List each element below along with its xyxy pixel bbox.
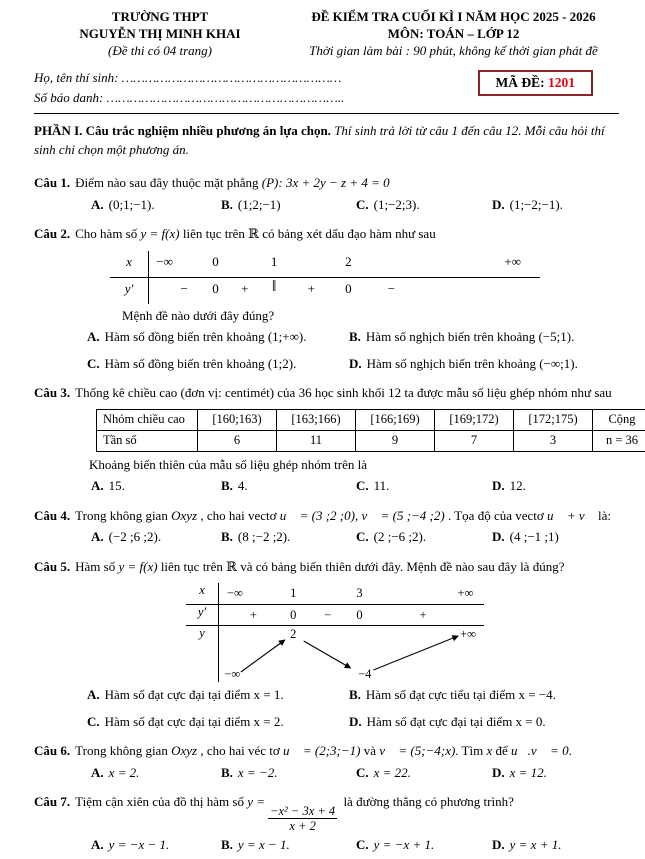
question-7-options [34,835,619,855]
option-text: x = 22. [374,765,411,780]
student-id-dots: …………………………………………………….. [107,90,345,105]
q7-option-b [221,835,356,855]
question-6-options [34,763,619,783]
question-1-options [34,195,619,215]
question-4-options [34,527,619,547]
student-name-label: Họ, tên thí sinh: [34,70,119,85]
y-row-label: y [186,626,219,682]
option-text: Hàm số đồng biến trên khoảng (1;+∞). [105,329,307,344]
option-text: y = −x + 1. [374,837,435,852]
option-letter: D. [349,714,362,729]
option-text: y = −x − 1. [109,837,170,852]
question-2-text-after: liên tục trên ℝ có bảng xét dấu đạo hàm như sau [180,226,436,241]
x-row-label: x [186,583,219,604]
exam-code-value: 1201 [548,75,575,90]
option-text: x = −2. [238,765,278,780]
sign-value: 0 [356,609,362,622]
question-3 [34,383,619,496]
question-5 [34,557,619,732]
q3-option-b [221,476,356,496]
q3-frequency-table [96,409,645,452]
table-cell: 11 [277,430,356,451]
option-letter: A. [91,529,104,544]
question-4-text: , cho hai vectơ [197,508,280,523]
q3-option-d [492,476,619,496]
sign-table-yprime-row [110,278,540,304]
question-6 [34,741,619,782]
option-text: Hàm số đạt cực đại tại điểm x = 1. [105,687,284,702]
fraction-denominator: x + 2 [268,819,337,833]
q3-option-a [91,476,221,496]
variation-y-row [186,626,484,682]
option-letter: B. [221,529,233,544]
fraction-numerator: −x² − 3x + 4 [268,804,337,819]
option-text: y = x − 1. [238,837,290,852]
yprime-row-label: y′ [110,278,149,304]
pages-note: (Đề thi có 04 trang) [34,42,286,59]
sign-value: 0 [290,609,296,622]
q1-option-d [492,195,619,215]
option-letter: A. [87,329,100,344]
q5-option-b [349,685,619,705]
table-cell: n = 36 [593,430,645,451]
question-4-text: . Tọa độ của vectơ [445,508,547,523]
x-value: 0 [212,255,219,268]
math-y-equals: y = [247,794,265,809]
exam-subject: MÔN: TOÁN – LỚP 12 [288,25,619,42]
q1-option-c [356,195,492,215]
y-value: +∞ [460,628,476,641]
y-value: −∞ [224,668,240,681]
question-1-label: Câu 1. [34,175,70,190]
question-2-formula: y = f(x) [141,226,180,241]
math-x: x [486,743,492,758]
x-value: 2 [345,255,352,268]
question-6-text: và [361,743,380,758]
school-name-line2: NGUYỄN THỊ MINH KHAI [34,25,286,42]
y-value: 2 [290,628,296,641]
question-6-text: , cho hai véc tơ [197,743,283,758]
table-cell: 3 [514,430,593,451]
table-cell: 9 [356,430,435,451]
option-letter: D. [492,197,505,212]
question-2-prompt: Mệnh đề nào dưới đây đúng? [34,306,619,326]
question-3-options [34,476,619,496]
option-letter: A. [91,765,104,780]
q7-option-a [91,835,221,855]
q2-option-d [349,354,619,374]
table-cell: Nhóm chiều cao [97,409,198,430]
option-letter: C. [356,478,369,493]
school-name-line1: TRƯỜNG THPT [34,8,286,25]
question-7 [34,792,619,855]
option-letter: B. [349,329,361,344]
x-value: +∞ [504,255,521,268]
x-value: +∞ [457,587,473,600]
yprime-row-cells [149,278,540,304]
option-letter: C. [356,197,369,212]
option-text: Hàm số nghịch biến trên khoảng (−5;1). [366,329,574,344]
question-2-options [34,327,619,373]
table-cell: 7 [435,430,514,451]
sign-value: + [308,282,315,295]
option-text: (8 ;−2 ;2). [238,529,290,544]
q2-option-b [349,327,619,347]
x-row-cells [219,583,484,604]
question-2-label: Câu 2. [34,226,70,241]
x-value: −∞ [227,587,243,600]
q4-option-c [356,527,492,547]
x-value: 1 [271,255,278,268]
double-bar: ‖ [272,279,277,295]
question-7-label: Câu 7. [34,794,70,809]
exam-code-box [478,70,594,96]
x-value: 3 [356,587,362,600]
part1-head [34,122,619,160]
q6-option-b [221,763,356,783]
table-cell: [163;166) [277,409,356,430]
q2-sign-table [110,251,540,304]
option-text: (1;2;−1) [238,197,281,212]
variation-x-row [186,583,484,605]
yprime-row-label: y′ [186,605,219,625]
question-3-text: Thống kê chiều cao (đơn vị: centimét) của 36 học sinh khối 12 ta được mẫu số liệu ghép nhóm như sau [75,385,612,400]
table-cell: [172;175) [514,409,593,430]
q4-option-d [492,527,619,547]
option-text: Hàm số đạt cực đại tại điểm x = 0. [367,714,546,729]
q1-option-b [221,195,356,215]
q5-option-d [349,712,619,732]
option-letter: A. [91,478,104,493]
question-4 [34,506,619,547]
q5-variation-table [186,583,484,682]
option-letter: D. [349,356,362,371]
sign-value: + [241,282,248,295]
math-oxyz: Oxyz [171,508,197,523]
exam-title: ĐỀ KIỂM TRA CUỐI KÌ I NĂM HỌC 2025 - 2026 [288,8,619,25]
student-fields [34,68,478,107]
y-value: −4 [358,668,371,681]
question-1 [34,173,619,214]
question-5-text-after: liên tục trên ℝ và có bảng biến thiên dưới đây. Mệnh đề nào sau đây là đúng? [158,559,565,574]
student-id-line [34,88,478,108]
q3-option-c [356,476,492,496]
sign-value: 0 [212,282,219,295]
question-5-options [34,685,619,731]
option-letter: B. [349,687,361,702]
math-vector-sum: u⃗ + v⃗ [547,508,595,523]
sign-value: + [250,609,257,622]
option-letter: C. [87,714,100,729]
x-row-cells [149,251,540,277]
q5-option-c [87,712,349,732]
question-6-text: để [492,743,511,758]
q1-option-a [91,195,221,215]
option-letter: B. [221,197,233,212]
option-letter: D. [492,765,505,780]
school-block [34,8,286,59]
sign-table-x-row [110,251,540,278]
header-divider [34,113,619,114]
option-text: (1;−2;3). [374,197,420,212]
exam-duration: Thời gian làm bài : 90 phút, không kể thời gian phát đề [288,42,619,59]
question-3-label: Câu 3. [34,385,70,400]
question-6-text: Trong không gian [75,743,171,758]
table-cell: Cộng [593,409,645,430]
option-letter: B. [221,478,233,493]
option-text: (2 ;−6 ;2). [374,529,426,544]
frequency-table-value-row [97,430,645,451]
math-vector-u: u⃗ = (2;3;−1) [283,743,360,758]
question-7-text: Tiệm cận xiên của đồ thị hàm số [75,794,247,809]
math-dot-product: u⃗.v⃗ = 0 [511,743,569,758]
question-5-formula: y = f(x) [118,559,157,574]
option-letter: A. [87,687,100,702]
sign-value: − [181,282,188,295]
option-text: Hàm số đạt cực đại tại điểm x = 2. [105,714,284,729]
q4-option-b [221,527,356,547]
option-text: Hàm số đồng biến trên khoảng (1;2). [105,356,297,371]
q5-option-a [87,685,349,705]
option-text: (1;−2;−1). [510,197,563,212]
q7-option-d [492,835,619,855]
table-cell: [169;172) [435,409,514,430]
option-text: 4. [238,478,248,493]
table-cell: Tần số [97,430,198,451]
q6-option-a [91,763,221,783]
option-text: Hàm số đạt cực tiểu tại điểm x = −4. [366,687,556,702]
math-vector-v: v⃗ = (5;−4;x) [379,743,455,758]
question-6-text: . [569,743,572,758]
option-letter: D. [492,529,505,544]
student-name-line [34,68,478,88]
sign-value: 0 [345,282,352,295]
question-6-label: Câu 6. [34,743,70,758]
question-3-prompt: Khoảng biến thiên của mẫu số liệu ghép nhóm trên là [34,455,619,475]
option-letter: A. [91,837,104,852]
sign-value: − [388,282,395,295]
question-7-text-after: là đường thẳng có phương trình? [340,794,514,809]
option-text: (4 ;−1 ;1) [510,529,559,544]
q6-option-c [356,763,492,783]
math-vectors: u⃗ = (3 ;2 ;0), v⃗ = (5 ;−4 ;2) [280,508,445,523]
option-text: x = 2. [109,765,140,780]
question-6-text: . Tìm [455,743,486,758]
part1-heading: PHẦN I. Câu trắc nghiệm nhiều phương án lựa chọn. [34,123,331,138]
variation-yprime-row [186,605,484,626]
variation-arrows [219,626,484,682]
option-letter: A. [91,197,104,212]
option-letter: D. [492,837,505,852]
q2-option-c [87,354,349,374]
math-oxyz: Oxyz [171,743,197,758]
option-text: (0;1;−1). [109,197,155,212]
option-text: Hàm số nghịch biến trên khoảng (−∞;1). [367,356,578,371]
q2-option-a [87,327,349,347]
question-1-text: Điểm nào sau đây thuộc mặt phẳng [75,175,262,190]
option-text: 15. [109,478,125,493]
student-name-dots: ………………………………………………… [122,70,342,85]
option-text: 11. [374,478,390,493]
header [34,8,619,59]
sign-value: − [324,609,331,622]
option-letter: B. [221,765,233,780]
y-row-cells [219,626,484,682]
option-letter: C. [356,765,369,780]
yprime-row-cells [219,605,484,625]
question-4-text: là: [595,508,611,523]
frequency-table-header-row [97,409,645,430]
table-cell: [160;163) [198,409,277,430]
question-1-formula: (P): 3x + 2y − z + 4 = 0 [262,175,390,190]
part1-instruction: Thí sinh trả lời từ câu 1 đến câu 12. Mỗi câu hỏi thí sinh chỉ chọn một phương án. [34,123,605,157]
option-text: y = x + 1. [510,837,562,852]
exam-title-block [286,8,619,59]
exam-code-label: MÃ ĐỀ: [496,75,545,90]
q4-option-a [91,527,221,547]
question-2-text: Cho hàm số [75,226,140,241]
question-2 [34,224,619,373]
q6-option-d [492,763,619,783]
sign-value: + [420,609,427,622]
question-4-text: Trong không gian [75,508,171,523]
x-value: −∞ [156,255,173,268]
x-value: 1 [290,587,296,600]
student-info [34,68,619,107]
option-letter: D. [492,478,505,493]
option-letter: C. [87,356,100,371]
q7-option-c [356,835,492,855]
option-text: 12. [510,478,526,493]
option-text: (−2 ;6 ;2). [109,529,161,544]
option-text: x = 12. [510,765,547,780]
question-5-label: Câu 5. [34,559,70,574]
table-cell: [166;169) [356,409,435,430]
x-row-label: x [110,251,149,277]
student-id-label: Số báo danh: [34,90,103,105]
option-letter: C. [356,837,369,852]
option-letter: B. [221,837,233,852]
fraction [268,804,337,833]
option-letter: C. [356,529,369,544]
question-5-text: Hàm số [75,559,118,574]
table-cell: 6 [198,430,277,451]
question-4-label: Câu 4. [34,508,70,523]
